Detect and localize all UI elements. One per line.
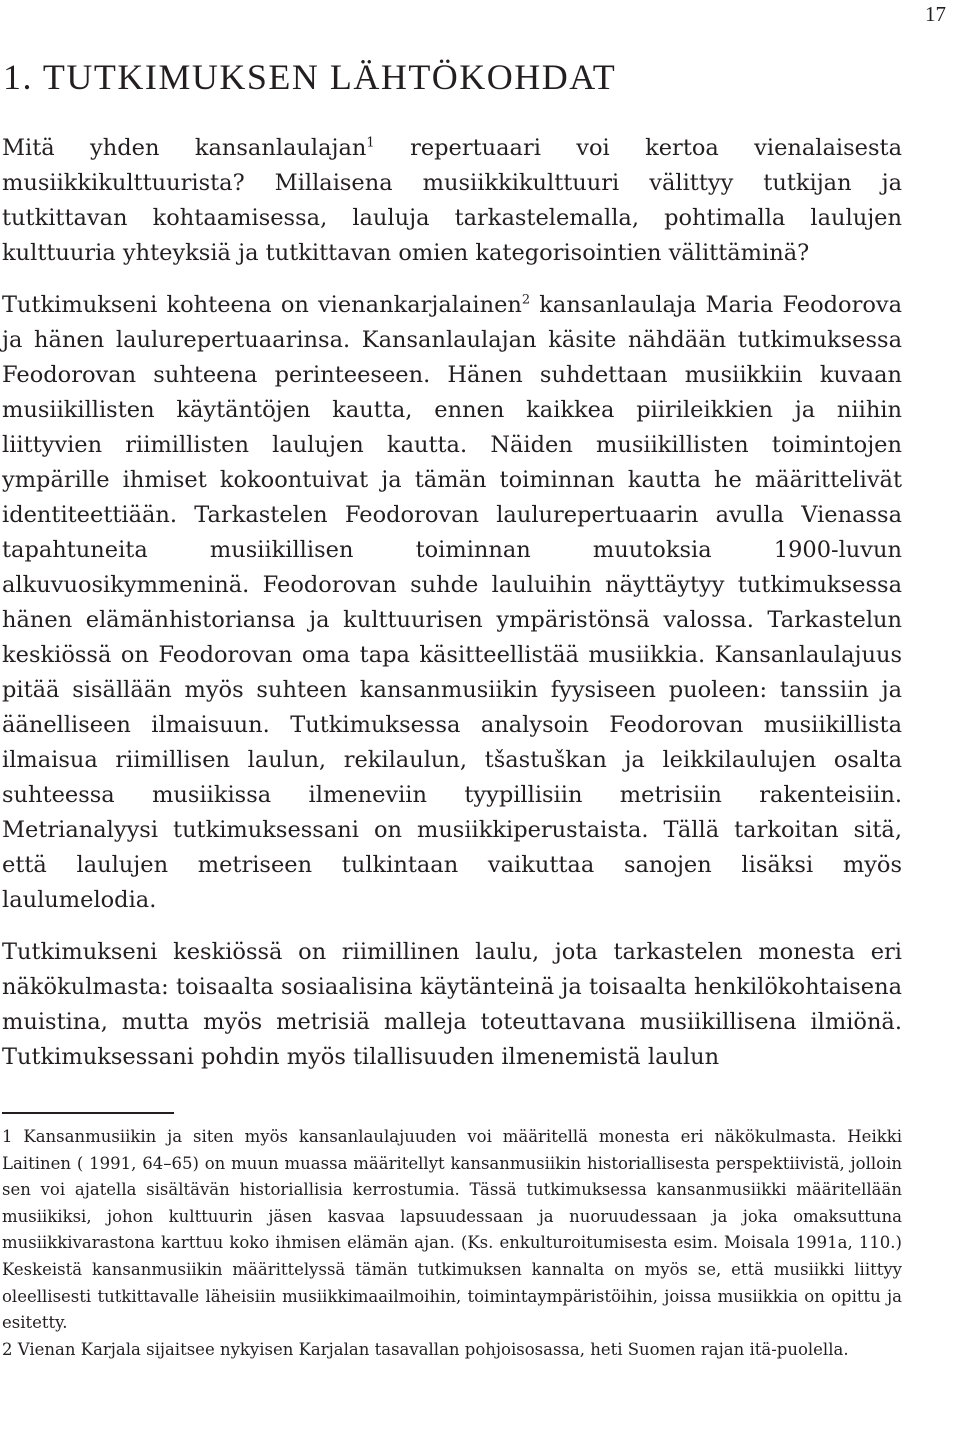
footnote-2: 2 Vienan Karjala sijaitsee nykyisen Karjalan tasavallan pohjoisosassa, heti Suomen rajan itä-puolella. (2, 1339, 849, 1359)
paragraph-subject (2, 288, 902, 918)
paragraph-intro-text-cont: repertuaari voi kertoa vienalaisesta musiikkikulttuurista? Millaisena musiikkikulttuuri välittyy tutkijan ja tutkittavan kohtaamisessa, lauluja tarkastelemalla, pohtimalla laulujen kulttuuria yhteyksiä ja tutkittavan omien kategorisointien välittäminä? (2, 135, 902, 266)
footnote-ref-2: 2 (521, 292, 531, 308)
paragraph-intro-text: Mitä yhden kansanlaulajan (2, 135, 367, 161)
paragraph-focus: Tutkimukseni keskiössä on riimillinen laulu, jota tarkastelen monesta eri näkökulmasta: toisaalta sosiaalisina käytänteinä ja toisaalta henkilökohtaisena muistina, mutta myös metrisiä malleja toteuttavana musiikillisena ilmiönä. Tutkimuksessani pohdin myös tilallisuuden ilmenemistä laulun (2, 939, 902, 1070)
paragraph-intro (2, 131, 902, 271)
footnote-ref-1: 1 (366, 135, 375, 151)
paragraph-subject-text: Tutkimukseni kohteena on vienankarjalainen (2, 292, 522, 318)
footnote-divider (2, 1112, 174, 1114)
page-number: 17 (925, 2, 946, 26)
chapter-heading: 1. TUTKIMUKSEN LÄHTÖKOHDAT (3, 57, 617, 97)
body-text (2, 131, 902, 1092)
paragraph-subject-text-cont: kansanlaulaja Maria Feodorova ja hänen laulurepertuaarinsa. Kansanlaulajan käsite nähdään tutkimuksessa Feodorovan suhteena perinteeseen. Hänen suhdettaan musiikkiin kuvaan musiikillisten käytäntöjen kautta, ennen kaikkea piirileikkien ja niihin liittyvien riimillisten laulujen kautta. Näiden musiikillisten toimintojen ympärille ihmiset kokoontuivat ja tämän toiminnan kautta he määrittelivät identiteettiään. Tarkastelen Feodorovan laulurepertuaarin avulla Vienassa tapahtuneita musiikillisen toiminnan muutoksia 1900-luvun alkuvuosikymmeninä. Feodorovan suhde lauluihin näyttäytyy tutkimuksessa hänen elämänhistoriansa ja kulttuurisen ympäristönsä valossa. Tarkastelun keskiössä on Feodorovan oma tapa käsitteellistää musiikkia. Kansanlaulajuus pitää sisällään myös suhteen kansanmusiikin fyysiseen puoleen: tanssiin ja äänelliseen ilmaisuun. Tutkimuksessa analysoin Feodorovan musiikillista ilmaisua riimillisen laulun, rekilaulun, tšastuškan ja leikkilaulujen osalta suhteessa musiikissa ilmeneviin tyypillisiin metrisiin rakenteisiin. Metrianalyysi tutkimuksessani on musiikkiperustaista. Tällä tarkoitan sitä, että laulujen metriseen tulkintaan vaikuttaa sanojen lisäksi myös laulumelodia. (2, 292, 902, 913)
footnotes (2, 1124, 902, 1363)
footnote-1: 1 Kansanmusiikin ja siten myös kansanlaulajuuden voi määritellä monesta eri näkökulmasta. Heikki Laitinen ( 1991, 64–65) on muun muassa määritellyt kansanmusiikin historiallisesta perspektiivistä, jolloin sen voi ajatella sisältävän historiallisia kerrostumia. Tässä tutkimuksessa kansanmusiikki määritellään musiikiksi, johon kulttuurin jäsen kasvaa lapsuudessaan ja nuoruudessaan ja joka omaksuttuna musiikkivarastona karttuu koko ihmisen elämän ajan. (Ks. enkulturoitumisesta esim. Moisala 1991a, 110.) Keskeistä kansanmusiikin määrittelyssä tämän tutkimuksen kannalta on myös se, että musiikki liittyy oleellisesti tutkittavalle läheisiin musiikkimaailmoihin, toimintaympäristöihin, joissa musiikkia on opittu ja esitetty. (2, 1127, 902, 1333)
